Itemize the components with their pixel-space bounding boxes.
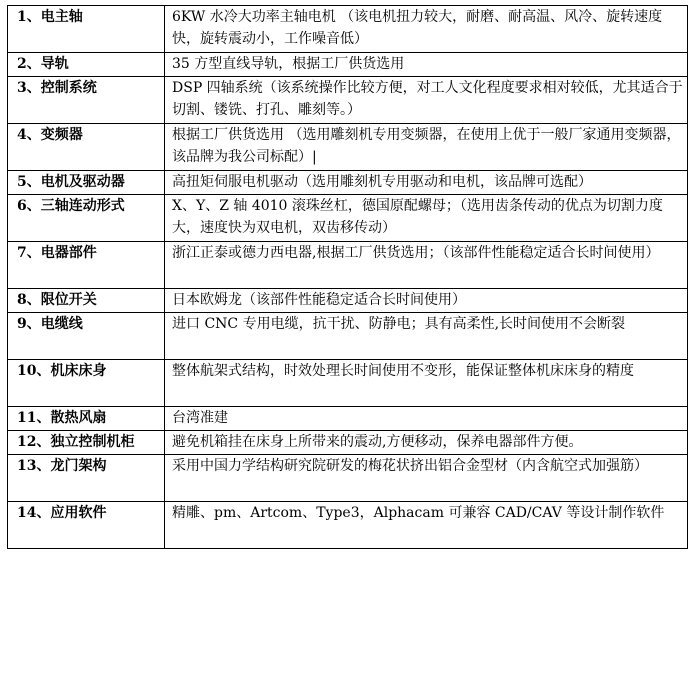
row-description: 精雕、pm、Artcom、Type3，Alphacam 可兼容 CAD/CAV 等设计制作软件 [165, 502, 688, 549]
row-description: 台湾准建 [165, 407, 688, 431]
table-row [8, 407, 688, 431]
row-label: 5、电机及驱动器 [8, 171, 165, 195]
table-row [8, 77, 688, 124]
row-label: 13、龙门架构 [8, 455, 165, 502]
table-row [8, 242, 688, 289]
row-description: 日本欧姆龙（该部件性能稳定适合长时间使用） [165, 289, 688, 313]
row-label: 3、控制系统 [8, 77, 165, 124]
row-description: 6KW 水冷大功率主轴电机 （该电机扭力较大，耐磨、耐高温、风冷、旋转速度快，旋转震动小，工作噪音低） [165, 6, 688, 53]
row-label: 4、变频器 [8, 124, 165, 171]
spec-table [7, 5, 688, 549]
row-description: DSP 四轴系统（该系统操作比较方便，对工人文化程度要求相对较低，尤其适合于切割、镂铣、打孔、雕刻等。） [165, 77, 688, 124]
row-label: 11、散热风扇 [8, 407, 165, 431]
row-label: 8、限位开关 [8, 289, 165, 313]
row-label: 1、电主轴 [8, 6, 165, 53]
table-row [8, 431, 688, 455]
row-label: 9、电缆线 [8, 313, 165, 360]
row-description: 避免机箱挂在床身上所带来的震动,方便移动，保养电器部件方便。 [165, 431, 688, 455]
table-row [8, 455, 688, 502]
row-label: 7、电器部件 [8, 242, 165, 289]
row-description: 进口 CNC 专用电缆，抗干扰、防静电；具有高柔性,长时间使用不会断裂 [165, 313, 688, 360]
row-description: 根据工厂供货选用 （选用雕刻机专用变频器，在使用上优于一般厂家通用变频器，该品牌为我公司标配）| [165, 124, 688, 171]
row-label: 6、三轴连动形式 [8, 195, 165, 242]
table-row [8, 171, 688, 195]
table-row [8, 6, 688, 53]
table-row [8, 53, 688, 77]
row-description: 整体航架式结构，时效处理长时间使用不变形，能保证整体机床床身的精度 [165, 360, 688, 407]
row-description: X、Y、Z 轴 4010 滚珠丝杠，德国原配螺母；（选用齿条传动的优点为切割力度大，速度快为双电机，双齿移传动） [165, 195, 688, 242]
table-row [8, 313, 688, 360]
row-description: 浙江正泰或德力西电器,根据工厂供货选用；（该部件性能稳定适合长时间使用） [165, 242, 688, 289]
row-label: 12、独立控制机柜 [8, 431, 165, 455]
row-description: 采用中国力学结构研究院研发的梅花状挤出铝合金型材（内含航空式加强筋） [165, 455, 688, 502]
table-row [8, 360, 688, 407]
row-description: 35 方型直线导轨，根据工厂供货选用 [165, 53, 688, 77]
row-label: 2、导轨 [8, 53, 165, 77]
row-label: 10、机床床身 [8, 360, 165, 407]
row-label: 14、应用软件 [8, 502, 165, 549]
table-row [8, 502, 688, 549]
table-row [8, 124, 688, 171]
table-row [8, 289, 688, 313]
row-description: 高扭矩伺服电机驱动（选用雕刻机专用驱动和电机，该品牌可选配） [165, 171, 688, 195]
table-row [8, 195, 688, 242]
